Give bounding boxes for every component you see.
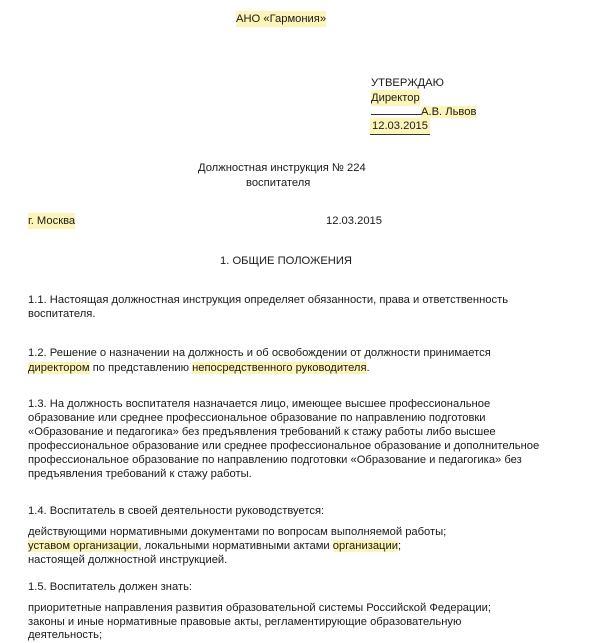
para-1-1-line2: воспитателя. xyxy=(28,308,96,320)
approve-date: 12.03.2015 xyxy=(370,118,430,135)
section-heading: 1. ОБЩИЕ ПОЛОЖЕНИЯ xyxy=(220,255,352,267)
para-1-3-line4: профессиональное образование или среднее профессиональное образование и дополнительное xyxy=(28,440,540,452)
para-1-2-line1: 1.2. Решение о назначении на должность и об освобождении от должности принимается xyxy=(28,347,491,359)
para-1-4-lead: 1.4. Воспитатель в своей деятельности руководствуется: xyxy=(28,505,325,517)
para-1-5-item3: деятельность; xyxy=(28,629,103,641)
para-1-5-item1: приоритетные направления развития образовательной системы Российской Федерации; xyxy=(28,602,492,614)
para-1-3-line3: «Образование и педагогика» без предъявления требований к стажу работы либо высшее xyxy=(28,426,496,438)
term-director: директором xyxy=(28,362,90,374)
para-1-3-line5: профессиональное образование по направлению подготовки «Образование и педагогика» без xyxy=(28,454,522,466)
approve-label: УТВЕРЖДАЮ xyxy=(371,77,444,89)
approver-title: Директор xyxy=(371,92,420,104)
para-1-1-line1: 1.1. Настоящая должностная инструкция определяет обязанности, права и ответственность xyxy=(28,294,509,306)
city: г. Москва xyxy=(28,215,76,227)
doc-title-line2: воспитателя xyxy=(246,177,311,189)
doc-title-line1: Должностная инструкция № 224 xyxy=(198,162,366,174)
approver-name: А.В. Львов xyxy=(421,106,477,118)
para-1-2-line2: директором по представлению непосредственного руководителя. xyxy=(28,362,370,374)
doc-date: 12.03.2015 xyxy=(326,215,382,227)
term-charter: уставом организации xyxy=(28,540,139,552)
para-1-3-line1: 1.3. На должность воспитателя назначается лицо, имеющее высшее профессиональное xyxy=(28,398,491,410)
para-1-4-item2: уставом организации, локальными нормативными актами организации; xyxy=(28,540,402,552)
term-organization: организации xyxy=(332,540,398,552)
para-1-4-item3: настоящей должностной инструкцией. xyxy=(28,554,228,566)
term-direct-manager: непосредственного руководителя xyxy=(192,362,367,374)
organization-name: АНО «Гармония» xyxy=(236,13,327,25)
para-1-3-line2: образование или среднее профессиональное образование по направлению подготовки xyxy=(28,412,486,424)
para-1-5-lead: 1.5. Воспитатель должен знать: xyxy=(28,581,193,593)
para-1-5-item2: законы и иные нормативные правовые акты, регламентирующие образовательную xyxy=(28,616,462,628)
para-1-4-item1: действующими нормативными документами по вопросам выполняемой работы; xyxy=(28,526,447,538)
para-1-3-line6: предъявления требований к стажу работы. xyxy=(28,468,252,480)
